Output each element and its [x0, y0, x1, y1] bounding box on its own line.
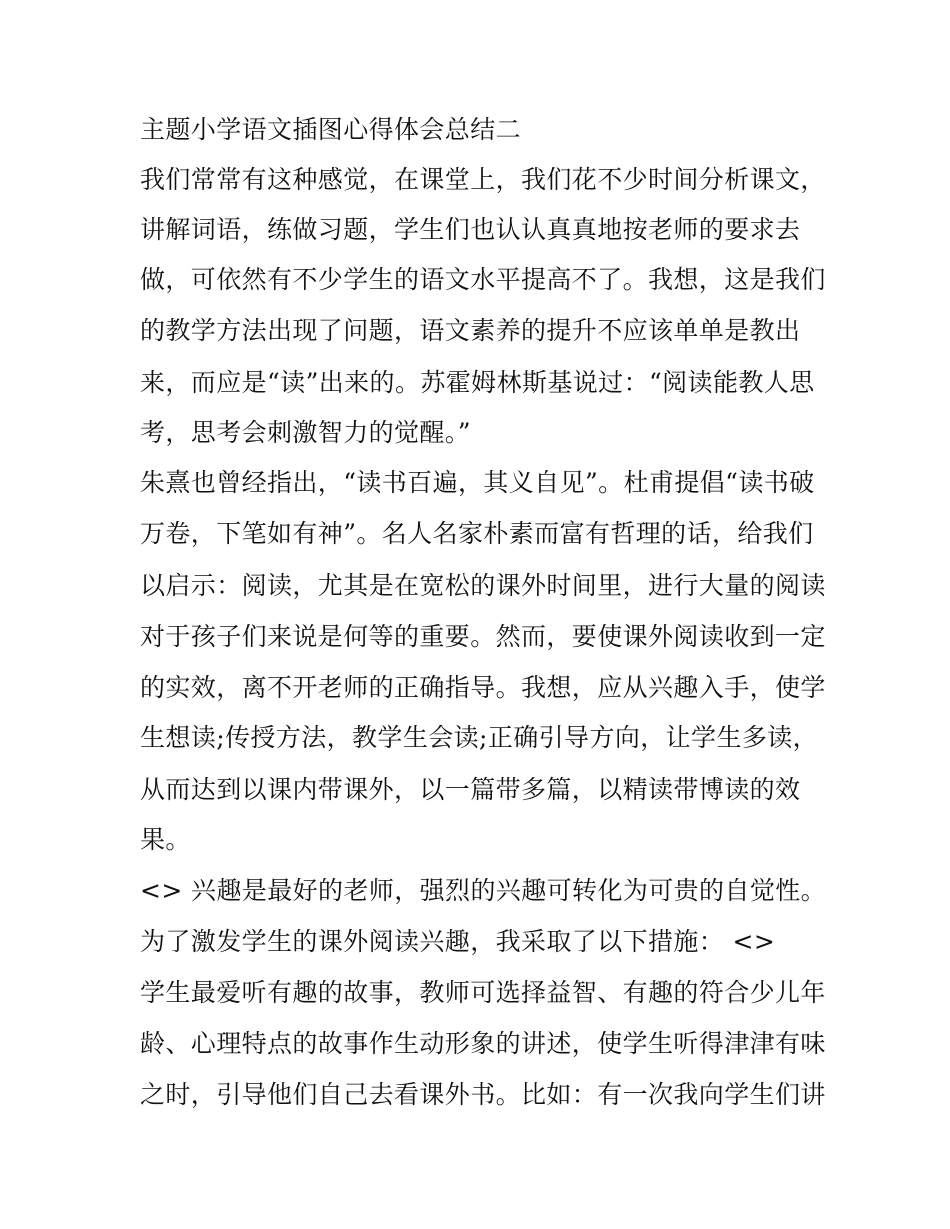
text-line: 从而达到以课内带课外，以一篇带多篇，以精读带博读的效 [140, 775, 801, 804]
text-line: 的教学方法出现了问题，语文素养的提升不应该单单是教出 [140, 316, 801, 345]
text-line: 为了激发学生的课外阅读兴趣，我采取了以下措施： <> [140, 927, 776, 956]
text-line: 以启示：阅读，尤其是在宽松的课外时间里，进行大量的阅读 [140, 571, 826, 600]
text-line: 生想读;传授方法，教学生会读;正确引导方向，让学生多读， [140, 723, 819, 752]
text-line: 朱熹也曾经指出，“读书百遍，其义自见”。杜甫提倡“读书破 [140, 468, 815, 497]
text-line: 做，可依然有不少学生的语文水平提高不了。我想，这是我们 [140, 265, 826, 294]
text-line: 学生最爱听有趣的故事，教师可选择益智、有趣的符合少儿年 [140, 978, 826, 1007]
document-title: 主题小学语文插图心得体会总结二 [140, 115, 522, 144]
text-line: <> 兴趣是最好的老师，强烈的兴趣可转化为可贵的自觉性。 [140, 876, 827, 905]
text-line: 万卷，下笔如有神”。名人名家朴素而富有哲理的话，给我们 [140, 519, 814, 548]
text-line: 考，思考会刺激智力的觉醒。” [140, 418, 471, 447]
text-line: 讲解词语，练做习题，学生们也认认真真地按老师的要求去 [140, 215, 801, 244]
text-line: 果。 [140, 825, 191, 854]
text-line: 龄、心理特点的故事作生动形象的讲述，使学生听得津津有味 [140, 1029, 826, 1058]
text-line: 我们常常有这种感觉，在课堂上，我们花不少时间分析课文， [140, 165, 826, 194]
text-line: 的实效，离不开老师的正确指导。我想，应从兴趣入手，使学 [140, 673, 826, 702]
text-line: 来，而应是“读”出来的。苏霍姆林斯基说过：“阅读能教人思 [140, 368, 815, 397]
text-line: 之时，引导他们自己去看课外书。比如：有一次我向学生们讲 [140, 1080, 826, 1109]
text-line: 对于孩子们来说是何等的重要。然而，要使课外阅读收到一定 [140, 622, 826, 651]
